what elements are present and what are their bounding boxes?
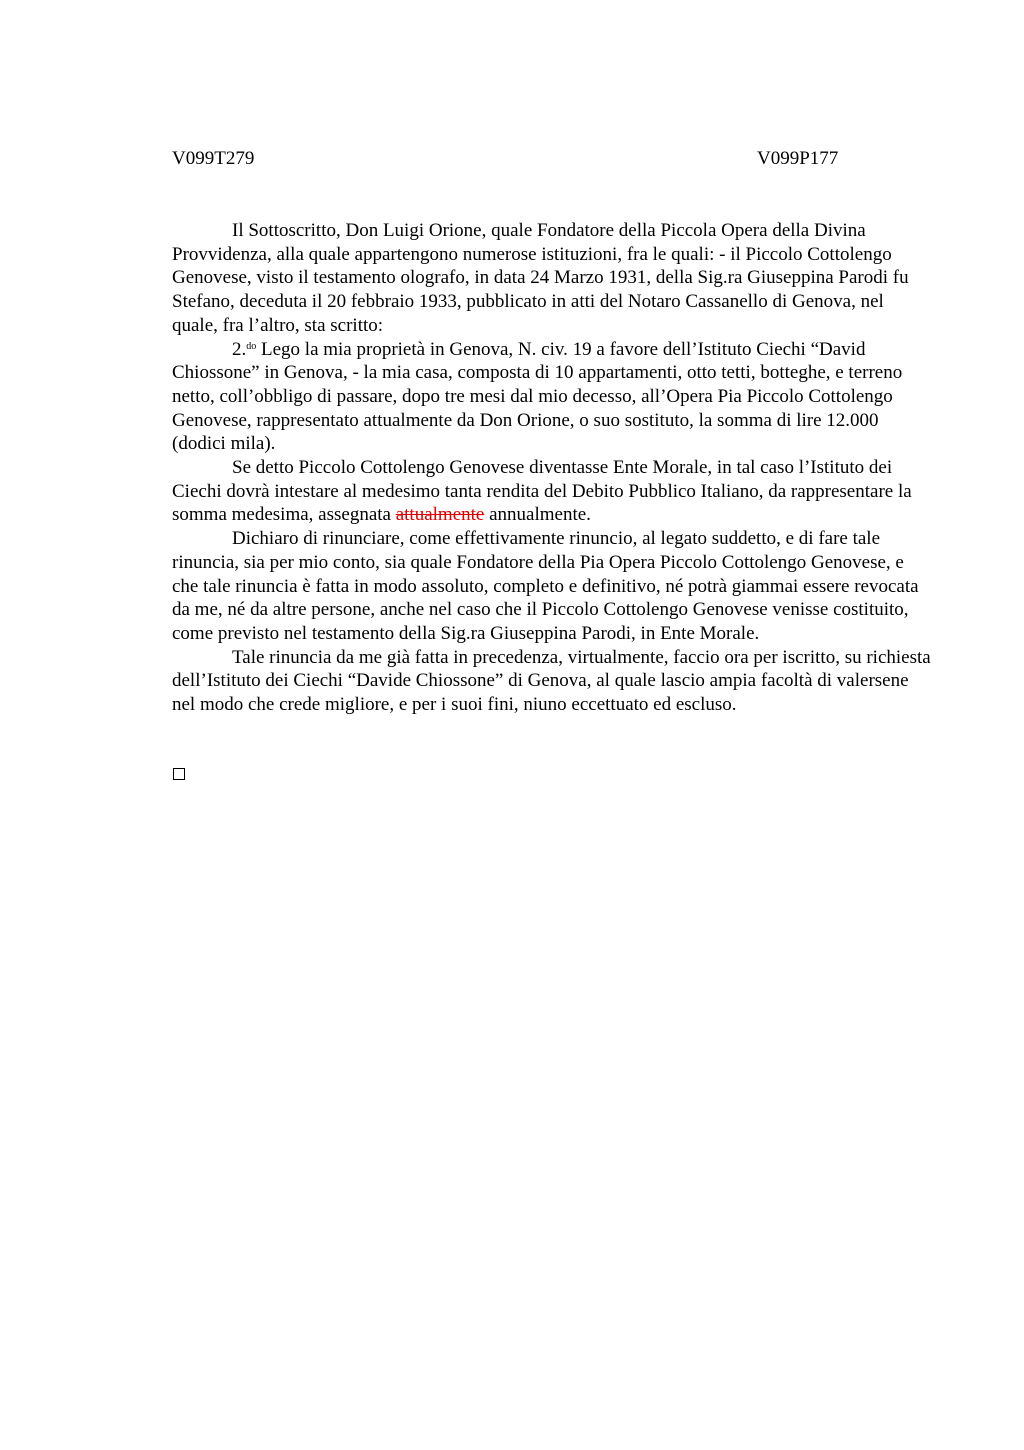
- paragraph-5: Tale rinuncia da me già fatta in precedenza, virtualmente, faccio ora per iscritto, su richiesta dell’Istituto dei Ciechi “Davide Chiossone” di Genova, al quale lascio ampia facoltà di valersene nel modo che crede migliore, e per i suoi fini, niuno eccettuato ed escluso.: [172, 646, 931, 716]
- empty-square-icon: [173, 768, 185, 780]
- paragraph-2-superscript: do: [246, 340, 257, 352]
- paragraph-1: Il Sottoscritto, Don Luigi Orione, quale Fondatore della Piccola Opera della Divina Provvidenza, alla quale appartengono numerose istituzioni, fra le quali: - il Piccolo Cottolengo Genovese, visto il testamento olografo, in data 24 Marzo 1931, della Sig.ra Giuseppina Parodi fu Stefano, deceduta il 20 febbraio 1933, pubblicato in atti del Notaro Cassanello di Genova, nel quale, fra l’altro, sta scritto:: [172, 220, 909, 336]
- document-code-right: V099P177: [757, 148, 839, 169]
- paragraph-2: [172, 338, 932, 457]
- paragraph-3-after: annualmente.: [484, 504, 591, 526]
- struck-word: attualmente: [395, 504, 485, 526]
- paragraph-4: Dichiaro di rinunciare, come effettivamente rinuncio, al legato suddetto, e di fare tale rinuncia, sia per mio conto, sia quale Fondatore della Pia Opera Piccolo Cottolengo Genovese, e che tale rinuncia è fatta in modo assoluto, completo e definitivo, né potrà giammai essere revocata da me, né da altre persone, anche nel caso che il Piccolo Cottolengo Genovese venisse costituito, come previsto nel testamento della Sig.ra Giuseppina Parodi, in Ente Morale.: [172, 528, 919, 644]
- paragraph-2-text: Lego la mia proprietà in Genova, N. civ. 19 a favore dell’Istituto Ciechi “David Chiossone” in Genova, - la mia casa, composta di 10 appartamenti, otto tetti, botteghe, e terreno netto, coll’obbligo di passare, dopo tre mesi dal mio decesso, all’Opera Pia Piccolo Cottolengo Genovese, rappresentato attualmente da Don Orione, o suo sostituto, la somma di lire 12.000 (dodici mila).: [172, 338, 903, 455]
- paragraph-3: [172, 456, 932, 527]
- paragraph-3-before: Se detto Piccolo Cottolengo Genovese diventasse Ente Morale, in tal caso l’Istituto dei Ciechi dovrà intestare al medesimo tanta rendita del Debito Pubblico Italiano, da rappresentare la somma medesima, assegnata: [172, 457, 912, 526]
- paragraph-2-number: 2.: [232, 338, 247, 360]
- document-code-left: V099T279: [172, 148, 255, 169]
- document-body: [172, 219, 932, 717]
